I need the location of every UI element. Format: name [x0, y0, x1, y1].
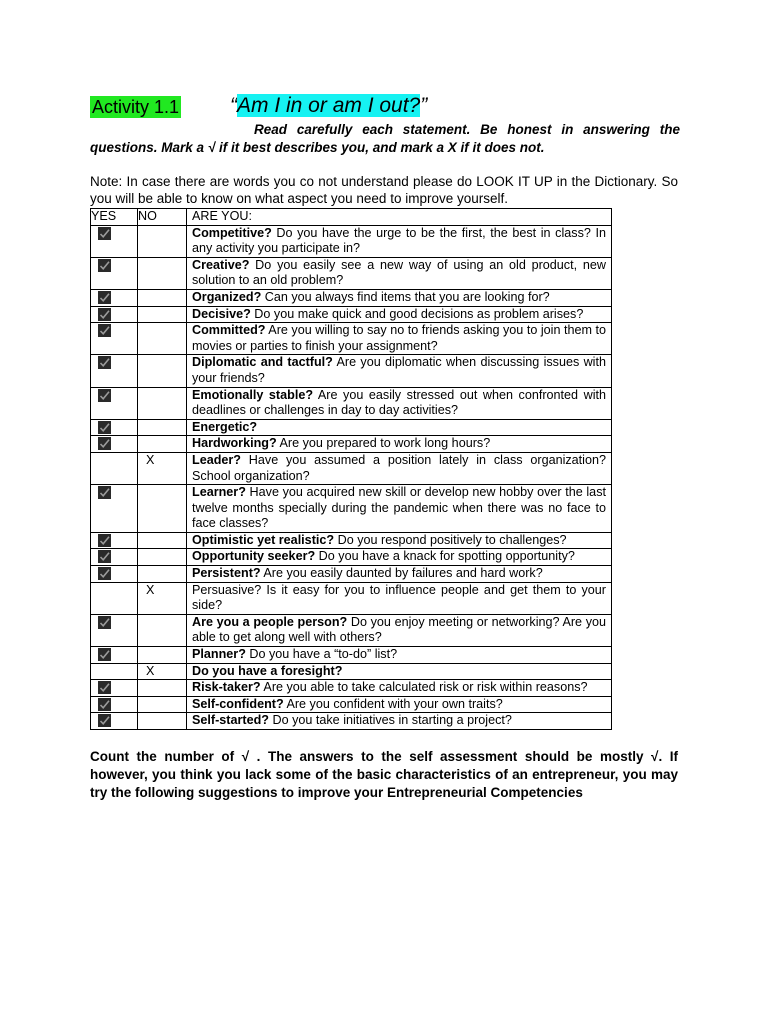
table-row	[91, 549, 612, 566]
instructions: Read carefully each statement. Be honest in answering the questions. Mark a √ if it best describes you, and mark a X if it does not.	[90, 122, 680, 155]
question-cell	[187, 680, 612, 697]
checkbox-checked-icon	[98, 698, 111, 711]
activity-title-text: Am I in or am I out?	[237, 94, 421, 117]
yes-cell[interactable]	[91, 436, 138, 453]
question-trait: Hardworking?	[192, 436, 277, 451]
question-cell	[187, 289, 612, 306]
no-cell[interactable]	[138, 680, 187, 697]
checkbox-checked-icon	[98, 324, 111, 337]
yes-cell[interactable]	[91, 355, 138, 387]
header-no: NO	[138, 209, 187, 226]
table-row	[91, 485, 612, 533]
question-cell	[187, 582, 612, 614]
question-text: Can you always find items that you are looking for?	[261, 289, 550, 304]
no-cell[interactable]	[138, 306, 187, 323]
close-quote: ”	[420, 94, 428, 117]
yes-cell[interactable]	[91, 387, 138, 419]
question-trait: Self-confident?	[192, 696, 284, 711]
table-row	[91, 257, 612, 289]
question-text: Do you have the urge to be the first, the best in class? In any activity you participate in?	[192, 225, 606, 256]
yes-cell[interactable]	[91, 485, 138, 533]
note: Note: In case there are words you co not understand please do LOOK IT UP in the Dictionary. So you will be able to know on what aspect you need to improve yourself.	[90, 174, 678, 206]
checkbox-checked-icon	[98, 550, 111, 563]
yes-cell[interactable]	[91, 582, 138, 614]
yes-cell[interactable]	[91, 680, 138, 697]
no-cell[interactable]	[138, 485, 187, 533]
footer-text: Count the number of √ . The answers to the self assessment should be mostly √. If however, you think you lack some of the basic characteristics of an entrepreneur, you may try the following suggestions to improve your Entrepreneurial Competencies	[90, 749, 678, 800]
question-trait: Creative?	[192, 257, 250, 272]
assessment-table	[90, 208, 612, 730]
question-cell	[187, 485, 612, 533]
question-cell	[187, 532, 612, 549]
table-row	[91, 225, 612, 257]
checkbox-checked-icon	[98, 437, 111, 450]
no-cell[interactable]	[138, 436, 187, 453]
header-question: ARE YOU:	[187, 209, 612, 226]
no-cell[interactable]	[138, 257, 187, 289]
question-trait: Leader?	[192, 452, 241, 467]
question-trait: Optimistic yet realistic?	[192, 532, 335, 547]
question-trait: Emotionally stable?	[192, 387, 314, 402]
question-trait: Diplomatic and tactful?	[192, 355, 333, 370]
question-cell	[187, 323, 612, 355]
checkbox-checked-icon	[98, 227, 111, 240]
no-cell[interactable]	[138, 532, 187, 549]
checkbox-checked-icon	[98, 259, 111, 272]
yes-cell[interactable]	[91, 452, 138, 484]
question-text: Are you easily stressed out when confronted with deadlines or challenges in day to day activities?	[192, 387, 607, 418]
question-trait: Decisive?	[192, 306, 251, 321]
yes-cell[interactable]	[91, 614, 138, 646]
no-cell[interactable]	[138, 647, 187, 664]
no-cell[interactable]	[138, 387, 187, 419]
checkbox-checked-icon	[98, 486, 111, 499]
checkbox-checked-icon	[98, 534, 111, 547]
table-row	[91, 323, 612, 355]
table-row	[91, 419, 612, 436]
no-cell[interactable]	[138, 663, 187, 680]
question-trait: Risk-taker?	[192, 680, 261, 695]
question-cell	[187, 647, 612, 664]
question-cell	[187, 696, 612, 713]
no-cell[interactable]	[138, 225, 187, 257]
question-text: Have you assumed a position lately in class organization? School organization?	[192, 452, 606, 483]
question-trait: Do you have a foresight?	[192, 663, 343, 678]
table-row	[91, 566, 612, 583]
question-cell	[187, 614, 612, 646]
yes-cell[interactable]	[91, 713, 138, 730]
yes-cell[interactable]	[91, 532, 138, 549]
table-row	[91, 647, 612, 664]
question-trait: Committed?	[192, 323, 266, 338]
checkbox-checked-icon	[98, 356, 111, 369]
yes-cell[interactable]	[91, 566, 138, 583]
question-trait: Persistent?	[192, 566, 261, 581]
no-cell[interactable]	[138, 289, 187, 306]
table-row	[91, 614, 612, 646]
activity-title	[230, 94, 427, 118]
table-row	[91, 582, 612, 614]
question-trait: Planner?	[192, 647, 246, 662]
table-row	[91, 696, 612, 713]
question-cell	[187, 713, 612, 730]
question-trait: Self-started?	[192, 713, 269, 728]
question-text: Do you have a knack for spotting opportunity?	[315, 549, 575, 564]
no-cell[interactable]	[138, 419, 187, 436]
question-trait: Competitive?	[192, 225, 272, 240]
checkbox-checked-icon	[98, 308, 111, 321]
yes-cell[interactable]	[91, 306, 138, 323]
yes-cell[interactable]	[91, 257, 138, 289]
question-text: Do you easily see a new way of using an old product, new solution to an old problem?	[192, 257, 606, 288]
table-header-row	[91, 209, 612, 226]
table-row	[91, 306, 612, 323]
activity-label: Activity 1.1	[92, 97, 180, 117]
no-cell[interactable]	[138, 566, 187, 583]
checkbox-checked-icon	[98, 421, 111, 434]
question-cell	[187, 452, 612, 484]
question-text: Are you able to take calculated risk or risk within reasons?	[260, 680, 588, 695]
question-cell	[187, 549, 612, 566]
table-row	[91, 713, 612, 730]
question-text: Are you willing to say no to friends asking you to join them to movies or parties to finish your assignment?	[192, 323, 606, 353]
question-cell	[187, 225, 612, 257]
checkbox-checked-icon	[98, 291, 111, 304]
question-trait: Learner?	[192, 485, 246, 500]
question-text: Are you easily daunted by failures and hard work?	[260, 566, 543, 581]
checkbox-checked-icon	[98, 681, 111, 694]
question-text: Do you take initiatives in starting a project?	[268, 713, 512, 728]
header-yes: YES	[91, 209, 138, 226]
table-row	[91, 436, 612, 453]
checkbox-checked-icon	[98, 616, 111, 629]
question-text: Are you prepared to work long hours?	[276, 436, 491, 451]
question-cell	[187, 436, 612, 453]
table-row	[91, 452, 612, 484]
no-cell[interactable]	[138, 452, 187, 484]
question-cell	[187, 566, 612, 583]
table-row	[91, 680, 612, 697]
question-trait: Opportunity seeker?	[192, 549, 316, 564]
table-row	[91, 663, 612, 680]
yes-cell[interactable]	[91, 289, 138, 306]
checkbox-checked-icon	[98, 648, 111, 661]
question-cell	[187, 387, 612, 419]
x-mark: X	[146, 582, 155, 597]
question-text: Have you acquired new skill or develop new hobby over the last twelve months specially during the pandemic when there was no face to face classes?	[192, 485, 606, 531]
question-cell	[187, 663, 612, 680]
question-trait: Are you a people person?	[192, 614, 348, 629]
no-cell[interactable]	[138, 696, 187, 713]
yes-cell[interactable]	[91, 225, 138, 257]
yes-cell[interactable]	[91, 663, 138, 680]
question-cell	[187, 419, 612, 436]
question-trait: Organized?	[192, 289, 262, 304]
checkbox-checked-icon	[98, 567, 111, 580]
no-cell[interactable]	[138, 323, 187, 355]
no-cell[interactable]	[138, 582, 187, 614]
no-cell[interactable]	[138, 355, 187, 387]
question-text: Do you enjoy meeting or networking? Are you able to get along well with others?	[192, 614, 606, 645]
no-cell[interactable]	[138, 614, 187, 646]
table-row	[91, 355, 612, 387]
table-row	[91, 387, 612, 419]
yes-cell[interactable]	[91, 549, 138, 566]
checkbox-checked-icon	[98, 389, 111, 402]
no-cell[interactable]	[138, 549, 187, 566]
table-row	[91, 289, 612, 306]
yes-cell[interactable]	[91, 647, 138, 664]
question-text: Do you respond positively to challenges?	[334, 532, 567, 547]
question-cell	[187, 257, 612, 289]
no-cell[interactable]	[138, 713, 187, 730]
question-text: Are you confident with your own traits?	[283, 696, 503, 711]
question-text: Persuasive? Is it easy for you to influence people and get them to your side?	[192, 582, 606, 613]
checkbox-checked-icon	[98, 714, 111, 727]
x-mark: X	[146, 452, 155, 467]
open-quote: “	[230, 94, 237, 117]
question-cell	[187, 355, 612, 387]
question-text: Do you have a “to-do” list?	[245, 647, 398, 662]
yes-cell[interactable]	[91, 323, 138, 355]
yes-cell[interactable]	[91, 696, 138, 713]
yes-cell[interactable]	[91, 419, 138, 436]
question-cell	[187, 306, 612, 323]
table-row	[91, 532, 612, 549]
question-text: Are you diplomatic when discussing issues with your friends?	[192, 355, 606, 385]
question-trait: Energetic?	[192, 419, 258, 434]
x-mark: X	[146, 663, 155, 678]
question-text: Do you make quick and good decisions as problem arises?	[250, 306, 584, 321]
